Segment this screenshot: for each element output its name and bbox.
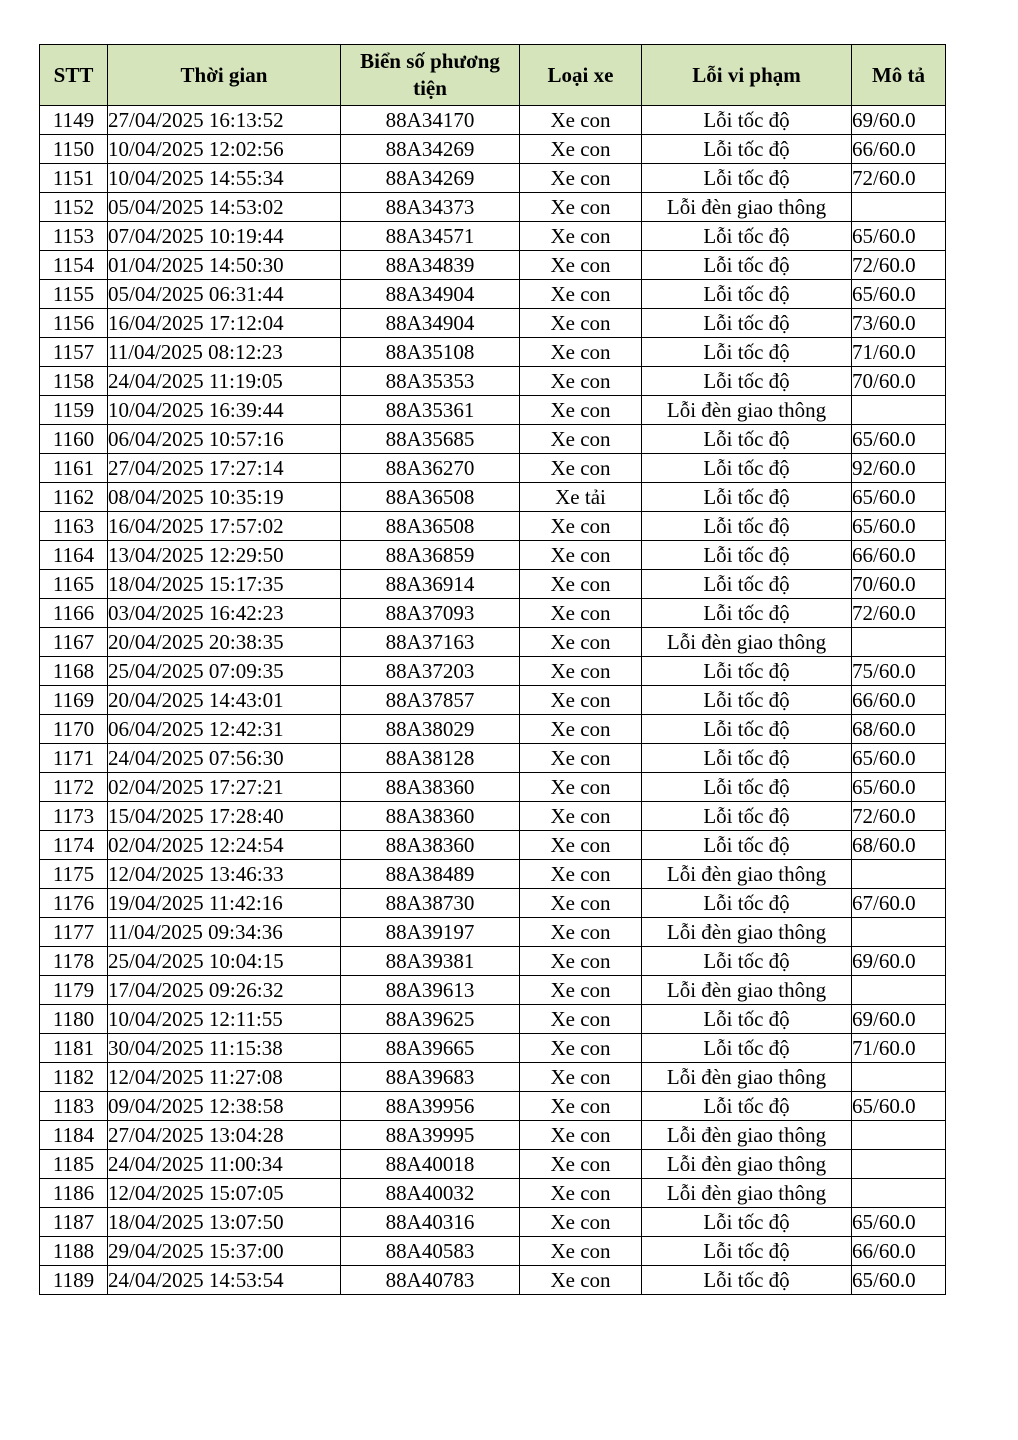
table-row [40,367,946,396]
cell-plate: 88A34571 [341,222,520,251]
cell-vehicle-type: Xe con [520,773,642,802]
table-row [40,744,946,773]
table-row [40,251,946,280]
cell-description: 68/60.0 [852,831,946,860]
cell-description: 67/60.0 [852,889,946,918]
cell-violation: Lỗi tốc độ [642,483,852,512]
cell-plate: 88A36270 [341,454,520,483]
cell-plate: 88A37857 [341,686,520,715]
cell-violation: Lỗi đèn giao thông [642,860,852,889]
cell-violation: Lỗi tốc độ [642,715,852,744]
header-row [40,45,946,106]
cell-plate: 88A39197 [341,918,520,947]
cell-stt: 1174 [40,831,108,860]
cell-time: 20/04/2025 14:43:01 [108,686,341,715]
cell-vehicle-type: Xe con [520,744,642,773]
cell-plate: 88A39665 [341,1034,520,1063]
cell-plate: 88A38029 [341,715,520,744]
cell-description: 65/60.0 [852,1266,946,1295]
cell-description: 72/60.0 [852,599,946,628]
header-time: Thời gian [108,45,341,106]
table-row [40,280,946,309]
cell-vehicle-type: Xe con [520,1266,642,1295]
cell-time: 02/04/2025 17:27:21 [108,773,341,802]
cell-vehicle-type: Xe con [520,657,642,686]
cell-violation: Lỗi tốc độ [642,657,852,686]
cell-stt: 1189 [40,1266,108,1295]
cell-vehicle-type: Xe con [520,425,642,454]
cell-plate: 88A34269 [341,164,520,193]
cell-description: 75/60.0 [852,657,946,686]
cell-stt: 1172 [40,773,108,802]
cell-violation: Lỗi tốc độ [642,164,852,193]
cell-time: 25/04/2025 07:09:35 [108,657,341,686]
cell-stt: 1187 [40,1208,108,1237]
cell-vehicle-type: Xe con [520,222,642,251]
cell-description [852,1121,946,1150]
cell-description: 72/60.0 [852,802,946,831]
cell-stt: 1167 [40,628,108,657]
cell-time: 15/04/2025 17:28:40 [108,802,341,831]
cell-time: 12/04/2025 15:07:05 [108,1179,341,1208]
cell-violation: Lỗi tốc độ [642,744,852,773]
cell-time: 27/04/2025 16:13:52 [108,106,341,135]
cell-stt: 1175 [40,860,108,889]
header-vehicle-type: Loại xe [520,45,642,106]
cell-plate: 88A39381 [341,947,520,976]
cell-vehicle-type: Xe con [520,1034,642,1063]
table-row [40,1237,946,1266]
cell-description: 68/60.0 [852,715,946,744]
cell-description: 72/60.0 [852,164,946,193]
cell-plate: 88A36508 [341,512,520,541]
cell-stt: 1169 [40,686,108,715]
cell-stt: 1181 [40,1034,108,1063]
cell-violation: Lỗi tốc độ [642,106,852,135]
cell-plate: 88A38360 [341,773,520,802]
cell-vehicle-type: Xe con [520,512,642,541]
cell-violation: Lỗi đèn giao thông [642,976,852,1005]
table-row [40,599,946,628]
cell-time: 07/04/2025 10:19:44 [108,222,341,251]
cell-time: 03/04/2025 16:42:23 [108,599,341,628]
cell-violation: Lỗi tốc độ [642,512,852,541]
cell-violation: Lỗi tốc độ [642,135,852,164]
cell-plate: 88A37163 [341,628,520,657]
cell-vehicle-type: Xe con [520,454,642,483]
cell-time: 06/04/2025 10:57:16 [108,425,341,454]
cell-stt: 1154 [40,251,108,280]
cell-vehicle-type: Xe con [520,976,642,1005]
cell-description: 65/60.0 [852,222,946,251]
cell-vehicle-type: Xe con [520,918,642,947]
table-row [40,1005,946,1034]
cell-description: 65/60.0 [852,773,946,802]
table-row [40,512,946,541]
cell-violation: Lỗi tốc độ [642,599,852,628]
cell-description [852,396,946,425]
cell-time: 24/04/2025 11:00:34 [108,1150,341,1179]
cell-violation: Lỗi tốc độ [642,222,852,251]
cell-violation: Lỗi đèn giao thông [642,1150,852,1179]
cell-vehicle-type: Xe con [520,628,642,657]
cell-time: 12/04/2025 11:27:08 [108,1063,341,1092]
cell-description [852,1063,946,1092]
cell-plate: 88A34170 [341,106,520,135]
cell-vehicle-type: Xe con [520,831,642,860]
cell-time: 10/04/2025 16:39:44 [108,396,341,425]
table-row [40,686,946,715]
cell-plate: 88A40583 [341,1237,520,1266]
cell-stt: 1184 [40,1121,108,1150]
cell-time: 12/04/2025 13:46:33 [108,860,341,889]
cell-stt: 1158 [40,367,108,396]
cell-description: 65/60.0 [852,483,946,512]
cell-time: 05/04/2025 06:31:44 [108,280,341,309]
table-row [40,193,946,222]
cell-plate: 88A38730 [341,889,520,918]
table-row [40,715,946,744]
cell-description: 65/60.0 [852,425,946,454]
cell-time: 06/04/2025 12:42:31 [108,715,341,744]
cell-plate: 88A35361 [341,396,520,425]
table-row [40,164,946,193]
cell-description: 66/60.0 [852,135,946,164]
cell-description: 65/60.0 [852,1092,946,1121]
cell-vehicle-type: Xe con [520,570,642,599]
cell-description: 66/60.0 [852,541,946,570]
cell-vehicle-type: Xe con [520,309,642,338]
cell-description: 66/60.0 [852,1237,946,1266]
cell-stt: 1151 [40,164,108,193]
cell-vehicle-type: Xe con [520,280,642,309]
cell-vehicle-type: Xe con [520,1237,642,1266]
cell-vehicle-type: Xe con [520,251,642,280]
table-row [40,1208,946,1237]
table-row [40,541,946,570]
cell-plate: 88A34373 [341,193,520,222]
table-row [40,628,946,657]
cell-time: 10/04/2025 12:02:56 [108,135,341,164]
cell-time: 11/04/2025 09:34:36 [108,918,341,947]
cell-time: 30/04/2025 11:15:38 [108,1034,341,1063]
cell-plate: 88A35108 [341,338,520,367]
header-stt: STT [40,45,108,106]
cell-plate: 88A38360 [341,831,520,860]
cell-stt: 1156 [40,309,108,338]
cell-vehicle-type: Xe con [520,106,642,135]
cell-stt: 1160 [40,425,108,454]
cell-plate: 88A34269 [341,135,520,164]
cell-plate: 88A37093 [341,599,520,628]
cell-violation: Lỗi đèn giao thông [642,918,852,947]
cell-violation: Lỗi tốc độ [642,947,852,976]
cell-stt: 1149 [40,106,108,135]
cell-stt: 1168 [40,657,108,686]
cell-violation: Lỗi tốc độ [642,802,852,831]
cell-vehicle-type: Xe con [520,889,642,918]
cell-plate: 88A38489 [341,860,520,889]
table-row [40,222,946,251]
cell-time: 13/04/2025 12:29:50 [108,541,341,570]
cell-vehicle-type: Xe con [520,1092,642,1121]
cell-plate: 88A37203 [341,657,520,686]
table-row [40,1034,946,1063]
cell-stt: 1164 [40,541,108,570]
cell-description: 65/60.0 [852,512,946,541]
cell-violation: Lỗi tốc độ [642,309,852,338]
cell-violation: Lỗi tốc độ [642,773,852,802]
cell-plate: 88A40783 [341,1266,520,1295]
cell-description: 71/60.0 [852,1034,946,1063]
cell-vehicle-type: Xe con [520,1121,642,1150]
cell-violation: Lỗi tốc độ [642,1208,852,1237]
cell-vehicle-type: Xe con [520,193,642,222]
cell-stt: 1182 [40,1063,108,1092]
cell-description [852,193,946,222]
cell-stt: 1163 [40,512,108,541]
cell-description [852,918,946,947]
cell-violation: Lỗi tốc độ [642,686,852,715]
cell-stt: 1153 [40,222,108,251]
cell-violation: Lỗi tốc độ [642,251,852,280]
table-row [40,1179,946,1208]
cell-plate: 88A39625 [341,1005,520,1034]
cell-violation: Lỗi tốc độ [642,280,852,309]
cell-violation: Lỗi tốc độ [642,570,852,599]
table-row [40,454,946,483]
cell-time: 29/04/2025 15:37:00 [108,1237,341,1266]
cell-time: 19/04/2025 11:42:16 [108,889,341,918]
cell-plate: 88A34839 [341,251,520,280]
cell-vehicle-type: Xe con [520,1005,642,1034]
cell-plate: 88A40018 [341,1150,520,1179]
cell-plate: 88A39613 [341,976,520,1005]
cell-plate: 88A39683 [341,1063,520,1092]
cell-time: 16/04/2025 17:57:02 [108,512,341,541]
cell-vehicle-type: Xe con [520,802,642,831]
table-row [40,1063,946,1092]
cell-time: 18/04/2025 13:07:50 [108,1208,341,1237]
cell-plate: 88A34904 [341,309,520,338]
cell-time: 27/04/2025 17:27:14 [108,454,341,483]
cell-plate: 88A36859 [341,541,520,570]
cell-vehicle-type: Xe tải [520,483,642,512]
header-description: Mô tả [852,45,946,106]
cell-description: 72/60.0 [852,251,946,280]
cell-plate: 88A34904 [341,280,520,309]
cell-stt: 1166 [40,599,108,628]
cell-description [852,860,946,889]
cell-description: 66/60.0 [852,686,946,715]
cell-plate: 88A38360 [341,802,520,831]
cell-violation: Lỗi tốc độ [642,1005,852,1034]
cell-stt: 1178 [40,947,108,976]
cell-violation: Lỗi tốc độ [642,1237,852,1266]
cell-description: 73/60.0 [852,309,946,338]
cell-violation: Lỗi tốc độ [642,1266,852,1295]
cell-description: 92/60.0 [852,454,946,483]
cell-stt: 1157 [40,338,108,367]
table-row [40,657,946,686]
cell-stt: 1183 [40,1092,108,1121]
table-row [40,831,946,860]
cell-description: 65/60.0 [852,1208,946,1237]
table-row [40,802,946,831]
cell-stt: 1162 [40,483,108,512]
cell-stt: 1152 [40,193,108,222]
cell-plate: 88A39995 [341,1121,520,1150]
cell-violation: Lỗi đèn giao thông [642,396,852,425]
table-row [40,976,946,1005]
table-row [40,1121,946,1150]
cell-stt: 1188 [40,1237,108,1266]
cell-vehicle-type: Xe con [520,367,642,396]
cell-vehicle-type: Xe con [520,715,642,744]
table-row [40,338,946,367]
cell-time: 24/04/2025 07:56:30 [108,744,341,773]
cell-stt: 1170 [40,715,108,744]
cell-plate: 88A35353 [341,367,520,396]
cell-description: 69/60.0 [852,106,946,135]
cell-description [852,976,946,1005]
cell-stt: 1177 [40,918,108,947]
cell-time: 09/04/2025 12:38:58 [108,1092,341,1121]
cell-stt: 1159 [40,396,108,425]
cell-violation: Lỗi tốc độ [642,831,852,860]
cell-stt: 1179 [40,976,108,1005]
cell-description: 69/60.0 [852,947,946,976]
cell-stt: 1180 [40,1005,108,1034]
table-row [40,135,946,164]
cell-vehicle-type: Xe con [520,1179,642,1208]
table-row [40,425,946,454]
cell-vehicle-type: Xe con [520,686,642,715]
cell-violation: Lỗi tốc độ [642,425,852,454]
cell-time: 02/04/2025 12:24:54 [108,831,341,860]
cell-stt: 1186 [40,1179,108,1208]
cell-violation: Lỗi tốc độ [642,1034,852,1063]
cell-vehicle-type: Xe con [520,947,642,976]
cell-plate: 88A39956 [341,1092,520,1121]
cell-violation: Lỗi đèn giao thông [642,1063,852,1092]
cell-stt: 1173 [40,802,108,831]
cell-plate: 88A36914 [341,570,520,599]
cell-time: 25/04/2025 10:04:15 [108,947,341,976]
table-row [40,106,946,135]
cell-plate: 88A35685 [341,425,520,454]
cell-time: 16/04/2025 17:12:04 [108,309,341,338]
cell-description: 70/60.0 [852,570,946,599]
table-row [40,889,946,918]
violations-table [39,44,946,1295]
cell-vehicle-type: Xe con [520,599,642,628]
cell-violation: Lỗi tốc độ [642,367,852,396]
cell-description: 70/60.0 [852,367,946,396]
cell-plate: 88A40032 [341,1179,520,1208]
table-row [40,1150,946,1179]
cell-time: 27/04/2025 13:04:28 [108,1121,341,1150]
cell-vehicle-type: Xe con [520,396,642,425]
cell-time: 10/04/2025 14:55:34 [108,164,341,193]
cell-vehicle-type: Xe con [520,541,642,570]
cell-time: 08/04/2025 10:35:19 [108,483,341,512]
table-row [40,396,946,425]
cell-description: 69/60.0 [852,1005,946,1034]
cell-vehicle-type: Xe con [520,164,642,193]
table-body [40,106,946,1295]
cell-violation: Lỗi tốc độ [642,889,852,918]
header-violation: Lỗi vi phạm [642,45,852,106]
table-row [40,918,946,947]
table-row [40,309,946,338]
cell-plate: 88A38128 [341,744,520,773]
table-row [40,1266,946,1295]
cell-stt: 1185 [40,1150,108,1179]
cell-vehicle-type: Xe con [520,1063,642,1092]
table-row [40,773,946,802]
cell-violation: Lỗi tốc độ [642,454,852,483]
table-row [40,860,946,889]
cell-time: 11/04/2025 08:12:23 [108,338,341,367]
cell-violation: Lỗi tốc độ [642,1092,852,1121]
table-header [40,45,946,106]
cell-violation: Lỗi đèn giao thông [642,1121,852,1150]
cell-description: 71/60.0 [852,338,946,367]
cell-violation: Lỗi tốc độ [642,541,852,570]
table-row [40,570,946,599]
table-row [40,947,946,976]
cell-vehicle-type: Xe con [520,1208,642,1237]
table-row [40,483,946,512]
cell-time: 05/04/2025 14:53:02 [108,193,341,222]
cell-time: 20/04/2025 20:38:35 [108,628,341,657]
cell-time: 24/04/2025 11:19:05 [108,367,341,396]
cell-time: 18/04/2025 15:17:35 [108,570,341,599]
cell-time: 17/04/2025 09:26:32 [108,976,341,1005]
header-plate: Biển số phương tiện [341,45,520,106]
cell-stt: 1176 [40,889,108,918]
cell-description: 65/60.0 [852,744,946,773]
cell-violation: Lỗi đèn giao thông [642,628,852,657]
cell-violation: Lỗi đèn giao thông [642,193,852,222]
cell-vehicle-type: Xe con [520,135,642,164]
cell-description [852,1150,946,1179]
cell-stt: 1150 [40,135,108,164]
cell-time: 01/04/2025 14:50:30 [108,251,341,280]
cell-plate: 88A36508 [341,483,520,512]
cell-description [852,628,946,657]
cell-description: 65/60.0 [852,280,946,309]
cell-stt: 1165 [40,570,108,599]
cell-vehicle-type: Xe con [520,860,642,889]
table-row [40,1092,946,1121]
cell-stt: 1155 [40,280,108,309]
cell-description [852,1179,946,1208]
cell-time: 24/04/2025 14:53:54 [108,1266,341,1295]
cell-violation: Lỗi tốc độ [642,338,852,367]
cell-vehicle-type: Xe con [520,338,642,367]
cell-stt: 1171 [40,744,108,773]
cell-plate: 88A40316 [341,1208,520,1237]
cell-time: 10/04/2025 12:11:55 [108,1005,341,1034]
cell-violation: Lỗi đèn giao thông [642,1179,852,1208]
cell-vehicle-type: Xe con [520,1150,642,1179]
cell-stt: 1161 [40,454,108,483]
